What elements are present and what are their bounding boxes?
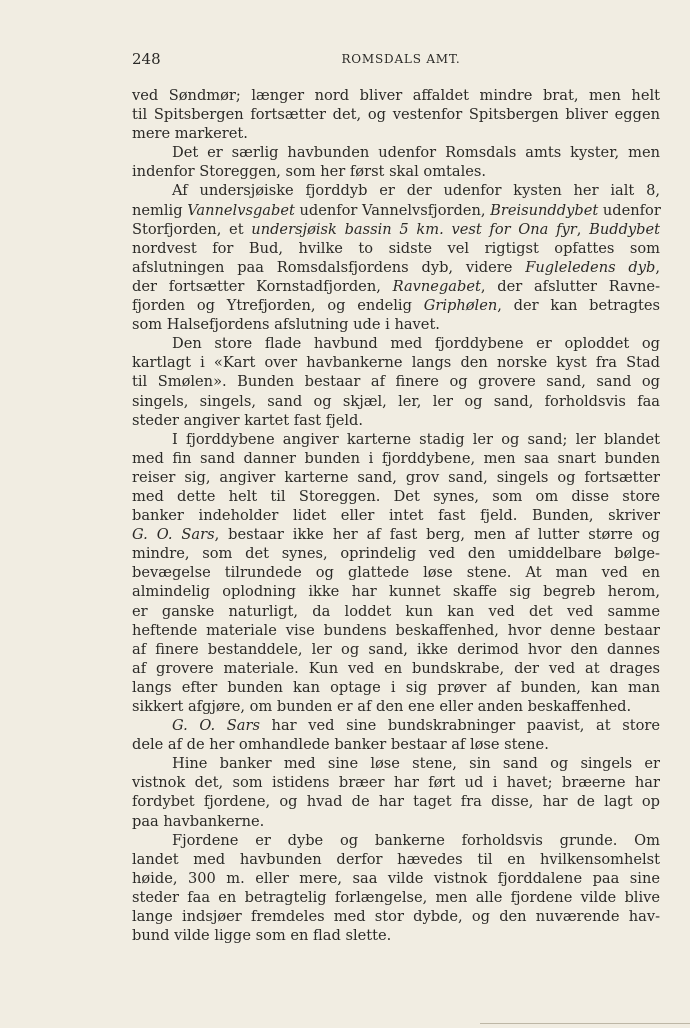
text-line: landet med havbunden derfor hævedes til en hvilkensomhelst <box>132 850 660 868</box>
text-line: Storfjorden, et undersjøisk bassin 5 km. vest for Ona fyr, Buddybet <box>132 220 661 238</box>
text-line: høide, 300 m. eller mere, saa vilde vistnok fjorddalene paa sine <box>132 869 660 887</box>
text-line: dele af de her omhandlede banker bestaar af løse stene. <box>132 736 549 754</box>
text-line: af grovere materiale. Kun ved en bundskrabe, der ved at drages <box>132 659 660 677</box>
text-line: der fortsætter Kornstadfjorden, Ravnegabet, der afslutter Ravne- <box>132 277 660 295</box>
text-line: G. O. Sars har ved sine bundskrabninger paavist, at store <box>172 717 660 735</box>
text-line: vistnok det, som istidens bræer har ført ud i havet; bræerne har <box>132 774 660 792</box>
text-line: steder faa en betragtelig forlængelse, men alle fjordene vilde blive <box>132 888 660 906</box>
page-header <box>132 50 660 70</box>
text-line: paa havbankerne. <box>132 812 265 830</box>
text-line: heftende materiale vise bundens beskaffenhed, hvor denne bestaar <box>132 621 660 639</box>
italic-term: Vannelvsgabet <box>187 201 295 219</box>
text-line: Den store flade havbund med fjorddybene er oploddet og <box>172 335 660 353</box>
italic-term: Buddybet <box>589 220 661 238</box>
text-line: bund vilde ligge som en flad slette. <box>132 927 392 945</box>
running-title: ROMSDALS AMT. <box>341 52 461 66</box>
text-line: nordvest for Bud, hvilke to sidste vel rigtigst opfattes som <box>132 239 660 257</box>
text-line: reiser sig, angiver karterne sand, grov sand, singels og fortsætter <box>132 468 660 486</box>
italic-term: G. O. Sars <box>172 717 260 735</box>
italic-term: undersjøisk bassin 5 km. vest for Ona fyr <box>251 220 577 238</box>
text-line: mindre, som det synes, oprindelig ved den umiddelbare bølge- <box>132 545 660 563</box>
text-line: lange indsjøer fremdeles med stor dybde, og den nuværende hav- <box>132 908 660 926</box>
text-line: bevægelse tilrundede og glattede løse stene. At man ved en <box>132 564 660 582</box>
text-line: Fjordene er dybe og bankerne forholdsvis grunde. Om <box>172 831 660 849</box>
text-line: I fjorddybene angiver karterne stadig ler og sand; ler blandet <box>172 430 660 448</box>
text-line: almindelig oplodning ikke har kunnet skaffe sig begreb herom, <box>132 583 660 601</box>
text-line: indenfor Storeggen, som her først skal omtales. <box>132 163 487 181</box>
text-line: med fin sand danner bunden i fjorddybene, men saa snart bunden <box>132 449 660 467</box>
text-line: er ganske naturligt, da loddet kun kan ved det ved samme <box>132 602 660 620</box>
text-line: ved Søndmør; længer nord bliver affaldet mindre brat, men helt <box>132 87 660 104</box>
text-line: som Halsefjordens afslutning ude i havet. <box>132 316 440 334</box>
italic-term: G. O. Sars <box>132 526 215 544</box>
italic-term: Breisunddybet <box>490 201 599 219</box>
text-line: singels, singels, sand og skjæl, ler, ler og sand, forholdsvis faa <box>132 392 660 410</box>
body-text <box>132 86 660 945</box>
italic-term: Fugleledens dyb <box>525 258 656 276</box>
text-line: Af undersjøiske fjorddyb er der udenfor kysten her ialt 8, <box>172 182 660 200</box>
page-number: 248 <box>132 50 161 68</box>
text-line: banker indeholder lidet eller intet fast fjeld. Bunden, skriver <box>132 507 660 525</box>
text-line: Hine banker med sine løse stene, sin sand og singels er <box>172 755 660 773</box>
text-line: med dette helt til Storeggen. Det synes, som om disse store <box>132 487 660 505</box>
text-line: langs efter bunden kan optage i sig prøver af bunden, kan man <box>132 678 660 696</box>
text-line: sikkert afgjøre, om bunden er af den ene eller anden beskaffenhed. <box>132 698 632 715</box>
text-line: fordybet fjordene, og hvad de har taget fra disse, har de lagt op <box>132 793 660 811</box>
text-line: mere markeret. <box>132 125 248 143</box>
text-line: til Smølen». Bunden bestaar af finere og grovere sand, sand og <box>132 373 660 391</box>
text-line: nemlig Vannelvsgabet udenfor Vannelvsfjorden, Breisunddybet udenfor <box>132 201 661 219</box>
text-line: af finere bestanddele, ler og sand, ikke derimod hvor den dannes <box>132 640 660 658</box>
text-line: fjorden og Ytrefjorden, og endelig Griphølen, der kan betragtes <box>132 297 660 315</box>
text-line: Det er særlig havbunden udenfor Romsdals amts kyster, men <box>172 144 660 162</box>
text-line: kartlagt i «Kart over havbankerne langs den norske kyst fra Stad <box>132 354 660 372</box>
text-line: steder angiver kartet fast fjeld. <box>132 411 364 429</box>
italic-term: Griphølen <box>423 297 498 315</box>
italic-term: Ravnegabet <box>392 277 481 295</box>
page-edge-rule <box>480 1023 690 1024</box>
text-line: afslutningen paa Romsdalsfjordens dyb, videre Fugleledens dyb, <box>132 258 660 276</box>
text-line: G. O. Sars, bestaar ikke her af fast berg, men af lutter større og <box>132 526 660 544</box>
text-line: til Spitsbergen fortsætter det, og vestenfor Spitsbergen bliver eggen <box>132 106 660 124</box>
